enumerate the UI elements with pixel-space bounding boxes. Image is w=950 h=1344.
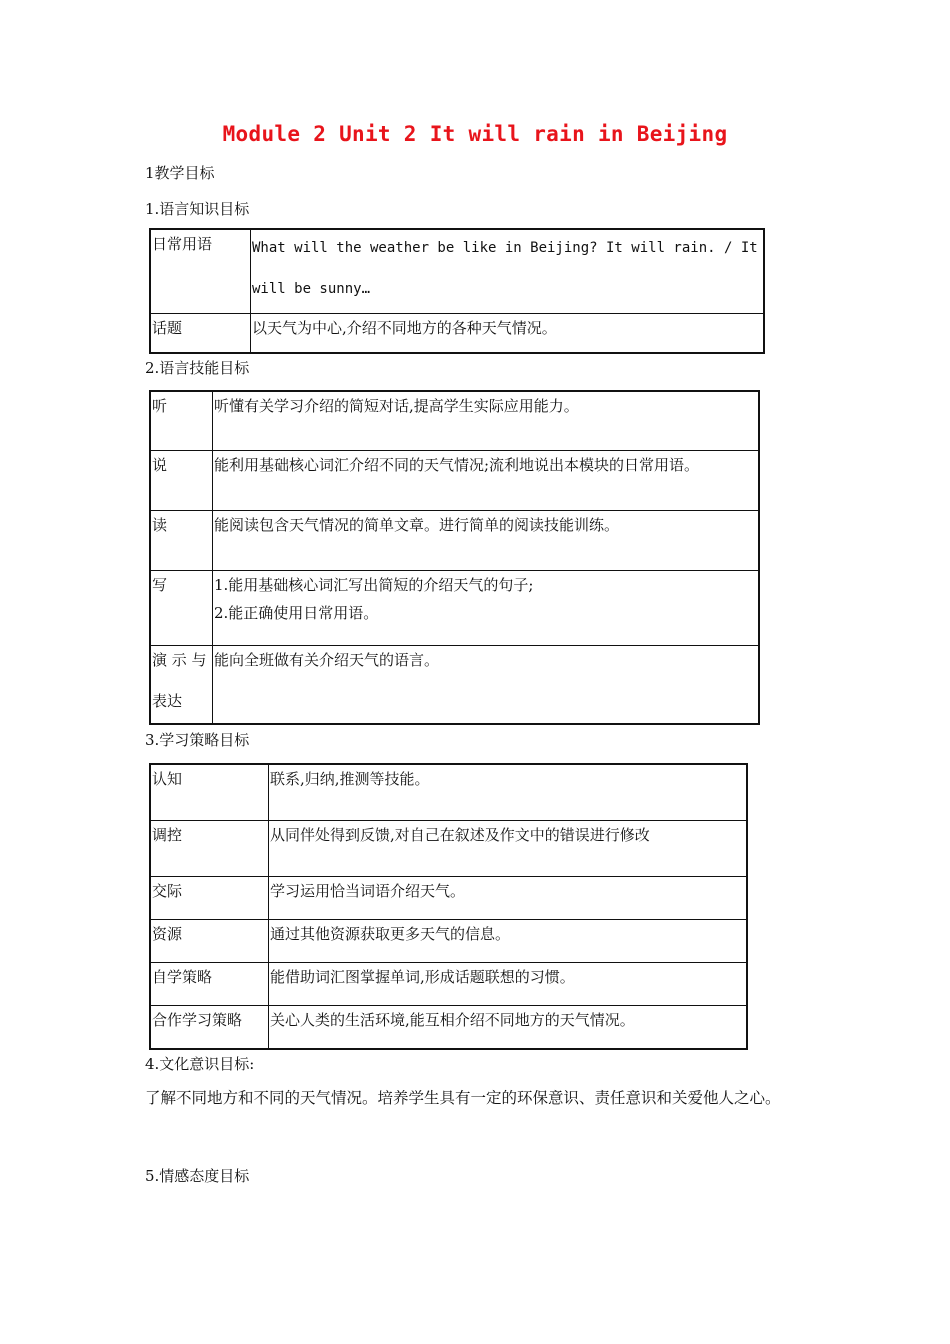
row-text: 能向全班做有关介绍天气的语言。 xyxy=(214,650,440,669)
row-label: 认知 xyxy=(152,770,183,788)
row-label: 交际 xyxy=(152,881,183,900)
row-label-line-2: 表达 xyxy=(152,691,183,710)
row-label: 资源 xyxy=(152,924,183,943)
heading-emotional-attitude: 5.情感态度目标 xyxy=(145,1167,250,1185)
table-row xyxy=(150,391,759,450)
row-label-line-1: 演 示 与 xyxy=(152,650,207,669)
language-skills-table xyxy=(149,390,760,725)
heading-language-skills: 2.语言技能目标 xyxy=(145,359,250,377)
table-row xyxy=(150,570,759,645)
heading-learning-strategies: 3.学习策略目标 xyxy=(145,731,250,749)
row-label: 读 xyxy=(152,515,168,534)
language-knowledge-table xyxy=(149,228,765,354)
row-text: 联系,归纳,推测等技能。 xyxy=(270,770,430,788)
row-text-line-2: 2.能正确使用日常用语。 xyxy=(214,603,379,622)
row-text: 能阅读包含天气情况的简单文章。进行简单的阅读技能训练。 xyxy=(214,515,620,534)
document-title: Module 2 Unit 2 It will rain in Beijing xyxy=(222,122,728,146)
table-row xyxy=(150,510,759,570)
heading-language-knowledge: 1.语言知识目标 xyxy=(145,200,250,218)
row-text: 关心人类的生活环境,能互相介绍不同地方的天气情况。 xyxy=(270,1010,635,1029)
row-label: 合作学习策略 xyxy=(152,1010,243,1029)
table-row xyxy=(150,962,747,1005)
row-label: 写 xyxy=(152,575,168,594)
row-text: 能借助词汇图掌握单词,形成话题联想的习惯。 xyxy=(270,967,575,986)
cultural-awareness-paragraph: 了解不同地方和不同的天气情况。培养学生具有一定的环保意识、责任意识和关爱他人之心。 xyxy=(145,1089,781,1107)
row-text: 听懂有关学习介绍的简短对话,提高学生实际应用能力。 xyxy=(214,397,579,415)
row-label: 说 xyxy=(152,455,168,474)
row-text: 以天气为中心,介绍不同地方的各种天气情况。 xyxy=(252,318,557,337)
heading-cultural-awareness: 4.文化意识目标: xyxy=(145,1055,255,1073)
row-text: 通过其他资源获取更多天气的信息。 xyxy=(270,924,511,943)
row-text: 学习运用恰当词语介绍天气。 xyxy=(270,881,466,900)
learning-strategies-table xyxy=(149,763,748,1050)
table-row xyxy=(150,919,747,962)
row-label: 听 xyxy=(152,397,168,415)
row-label: 日常用语 xyxy=(152,235,213,253)
row-label: 话题 xyxy=(152,318,183,337)
row-text-line-1: 1.能用基础核心词汇写出简短的介绍天气的句子; xyxy=(214,575,534,594)
table-row xyxy=(150,229,764,313)
table-row xyxy=(150,764,747,820)
heading-teaching-goals: 1教学目标 xyxy=(145,164,215,182)
table-row xyxy=(150,876,747,919)
row-text: 能利用基础核心词汇介绍不同的天气情况;流利地说出本模块的日常用语。 xyxy=(214,455,700,474)
table-row xyxy=(150,313,764,353)
row-text: 从同伴处得到反馈,对自己在叙述及作文中的错误进行修改 xyxy=(270,825,650,844)
row-label: 调控 xyxy=(152,825,183,844)
table-row xyxy=(150,1005,747,1049)
row-text: What will the weather be like in Beijing? It will rain. / It will be sunny… xyxy=(252,240,758,297)
row-label: 自学策略 xyxy=(152,967,213,986)
table-row xyxy=(150,820,747,876)
table-row xyxy=(150,450,759,510)
table-row xyxy=(150,645,759,724)
